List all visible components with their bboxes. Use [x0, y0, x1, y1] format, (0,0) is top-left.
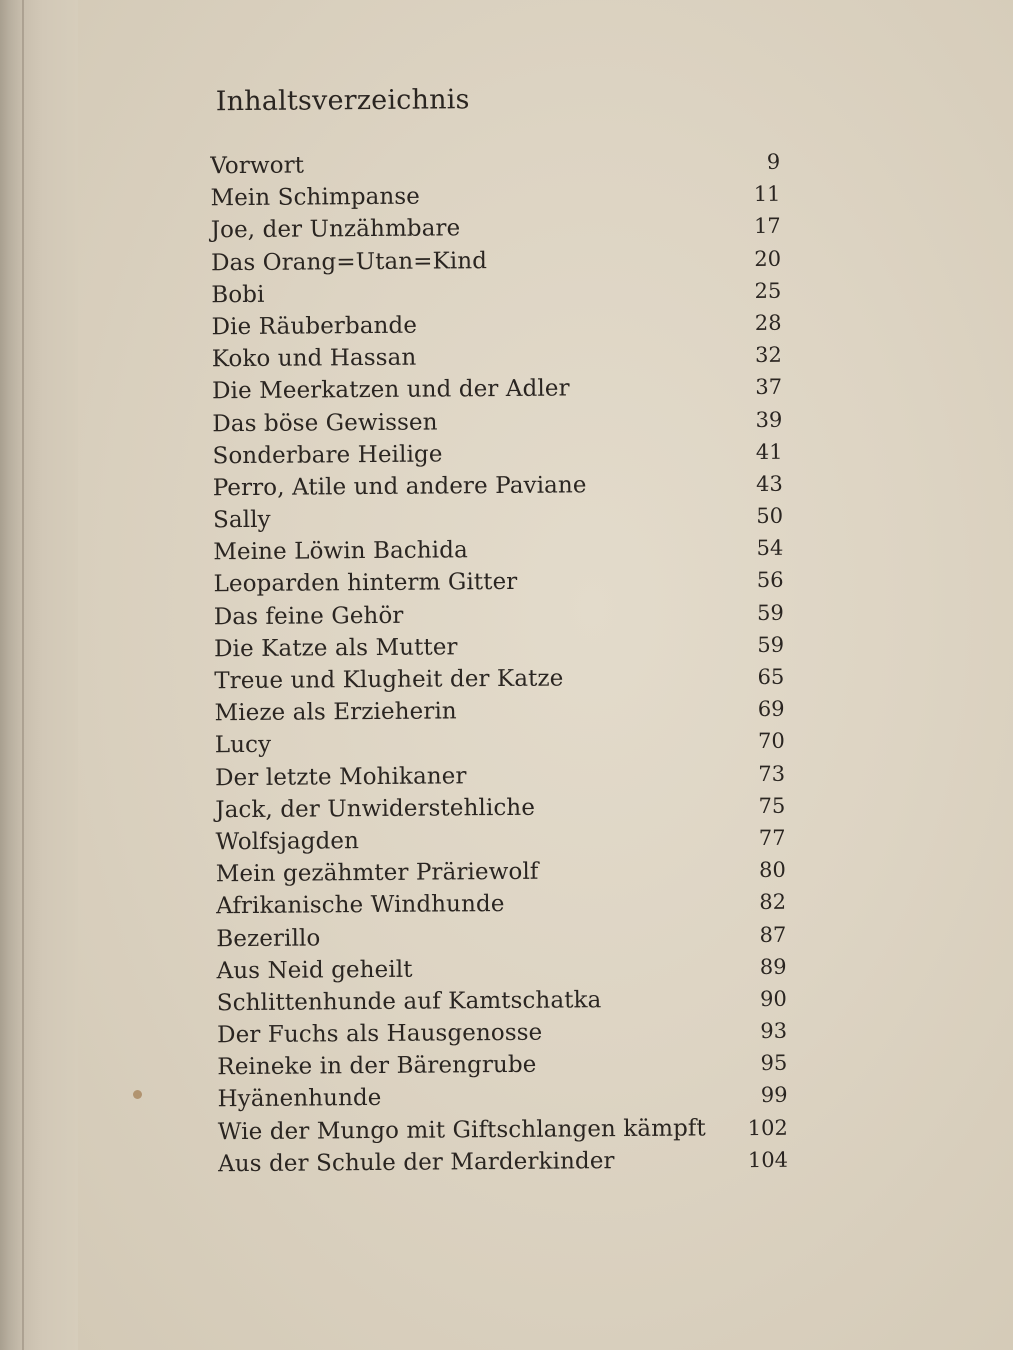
toc-entry-page-number: 39	[755, 407, 783, 432]
toc-entry-page-number: 28	[754, 310, 782, 335]
toc-entry	[217, 1047, 787, 1084]
toc-entry	[218, 1111, 788, 1148]
page-title: Inhaltsverzeichnis	[215, 84, 470, 118]
toc-entry-title: Die Katze als Mutter	[213, 634, 458, 663]
toc-entry-title: Leoparden hinterm Gitter	[213, 569, 518, 598]
toc-entry-title: Aus der Schule der Marderkinder	[218, 1147, 615, 1178]
toc-entry-page-number: 82	[759, 890, 787, 915]
toc-entry-title: Sally	[212, 506, 271, 534]
toc-entry-title: Mieze als Erzieherin	[214, 698, 457, 727]
toc-entry-page-number: 77	[758, 825, 786, 850]
toc-entry-title: Aus Neid geheilt	[216, 956, 413, 984]
toc-entry-list	[210, 146, 788, 1180]
toc-entry-title: Der Fuchs als Hausgenosse	[216, 1019, 543, 1049]
toc-entry-title: Jack, der Unwiderstehliche	[215, 794, 536, 823]
toc-entry	[216, 950, 786, 987]
toc-entry	[213, 532, 783, 569]
toc-entry-title: Schlittenhunde auf Kamtschatka	[216, 987, 602, 1017]
toc-entry-page-number: 54	[756, 536, 784, 561]
toc-entry	[212, 403, 782, 440]
toc-entry-page-number: 104	[747, 1147, 789, 1172]
toc-entry-title: Lucy	[214, 732, 272, 759]
toc-entry	[216, 886, 786, 923]
toc-entry	[211, 307, 781, 344]
toc-entry-page-number: 32	[754, 342, 782, 368]
toc-entry-title: Wie der Mungo mit Giftschlangen kämpft	[217, 1115, 706, 1145]
toc-entry-page-number: 20	[754, 246, 782, 271]
toc-entry-page-number: 9	[766, 149, 781, 174]
toc-entry-page-number: 50	[756, 503, 784, 529]
toc-entry-title: Afrikanische Windhunde	[215, 891, 505, 920]
toc-entry	[212, 371, 782, 408]
toc-entry	[215, 822, 785, 859]
toc-entry-title: Das böse Gewissen	[212, 408, 438, 437]
toc-entry	[216, 918, 786, 955]
toc-entry	[217, 983, 787, 1020]
toc-entry	[211, 242, 781, 279]
toc-entry	[214, 629, 784, 666]
toc-entry-page-number: 69	[757, 696, 785, 722]
toc-entry	[215, 757, 785, 794]
toc-entry-page-number: 70	[757, 729, 785, 754]
toc-entry-title: Hyänenhunde	[217, 1085, 382, 1113]
toc-entry	[210, 178, 780, 215]
toc-entry	[214, 596, 784, 633]
toc-entry	[213, 564, 783, 601]
toc-entry	[210, 146, 780, 183]
toc-entry-title: Vorwort	[210, 152, 305, 180]
toc-entry	[214, 661, 784, 698]
toc-entry	[212, 435, 782, 472]
toc-entry	[215, 725, 785, 762]
toc-entry	[211, 275, 781, 312]
toc-entry	[214, 693, 784, 730]
toc-entry-page-number: 17	[753, 214, 781, 239]
toc-entry-title: Treue und Klugheit der Katze	[214, 665, 564, 695]
toc-entry-title: Sonderbare Heilige	[212, 441, 443, 469]
toc-entry-title: Das Orang=Utan=Kind	[210, 247, 488, 276]
toc-entry-title: Wolfsjagden	[215, 828, 360, 856]
toc-entry-title: Der letzte Mohikaner	[214, 762, 467, 791]
toc-entry-title: Joe, der Unzähmbare	[210, 215, 461, 244]
toc-entry-page-number: 95	[760, 1051, 788, 1076]
toc-entry-title: Die Meerkatzen und der Adler	[211, 375, 570, 405]
toc-entry	[217, 1079, 787, 1116]
toc-entry-title: Mein Schimpanse	[210, 183, 421, 212]
toc-entry	[215, 790, 785, 827]
toc-entry-title: Bezerillo	[216, 924, 321, 952]
toc-entry-title: Mein gezähmter Präriewolf	[215, 858, 539, 888]
toc-entry-page-number: 25	[754, 278, 782, 303]
toc-entry-page-number: 73	[758, 761, 786, 786]
toc-entry	[212, 339, 782, 376]
toc-entry-page-number: 59	[757, 632, 785, 657]
toc-entry	[217, 1015, 787, 1052]
toc-entry	[211, 210, 781, 247]
toc-entry-page-number: 37	[755, 375, 783, 400]
toc-entry	[213, 468, 783, 505]
toc-entry-title: Bobi	[211, 281, 265, 309]
toc-entry	[218, 1144, 788, 1181]
toc-entry-page-number: 43	[755, 471, 783, 496]
toc-entry-title: Die Räuberbande	[211, 312, 418, 341]
toc-entry-page-number: 87	[759, 922, 787, 947]
toc-entry-page-number: 75	[758, 793, 786, 818]
toc-entry-title: Meine Löwin Bachida	[213, 537, 468, 566]
toc-entry-title: Das feine Gehör	[213, 602, 404, 630]
toc-entry	[213, 500, 783, 537]
toc-entry-page-number: 93	[760, 1018, 788, 1044]
toc-entry-page-number: 11	[753, 181, 781, 207]
toc-entry-page-number: 99	[760, 1083, 788, 1108]
toc-entry	[216, 854, 786, 891]
toc-entry-page-number: 80	[758, 857, 786, 883]
toc-entry-page-number: 90	[759, 986, 787, 1011]
toc-entry-page-number: 41	[755, 439, 783, 464]
toc-entry-title: Reineke in der Bärengrube	[217, 1051, 537, 1081]
toc-entry-page-number: 102	[747, 1115, 788, 1140]
toc-entry-title: Perro, Atile und andere Paviane	[212, 472, 587, 502]
toc-entry-title: Koko und Hassan	[211, 344, 417, 373]
toc-entry-page-number: 65	[757, 664, 785, 689]
toc-entry-page-number: 56	[756, 568, 784, 593]
toc-entry-page-number: 89	[759, 954, 787, 979]
toc-entry-page-number: 59	[756, 600, 784, 625]
